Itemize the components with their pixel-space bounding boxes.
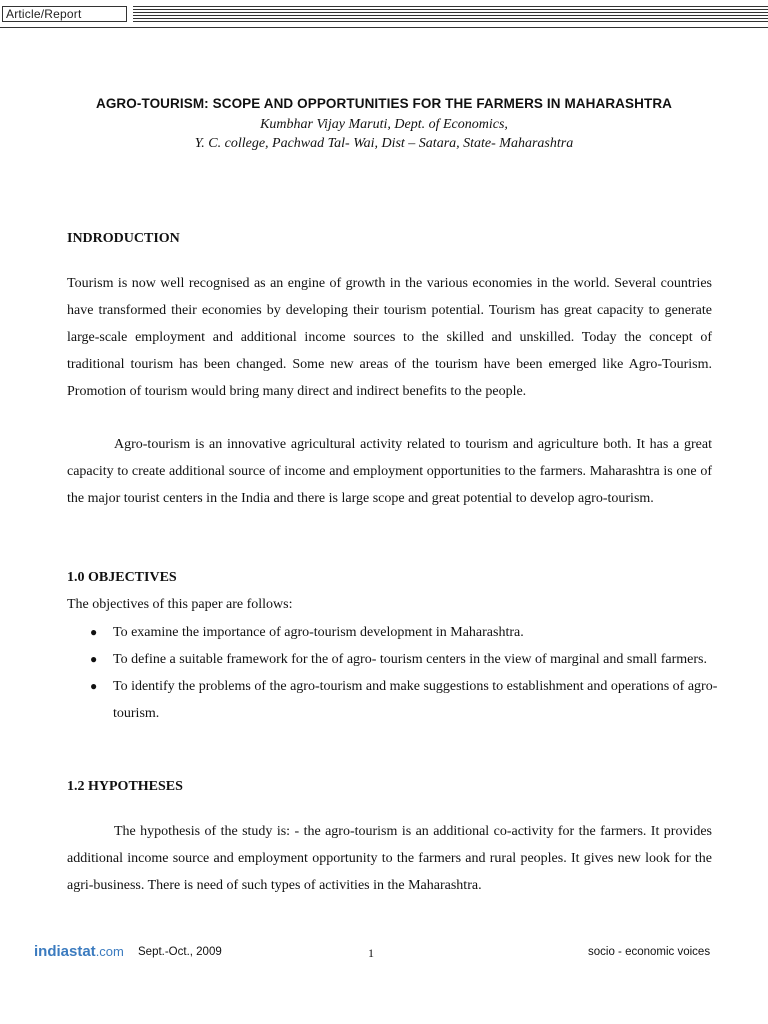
list-item [90,619,720,646]
objective-text: To define a suitable framework for the of agro- tourism centers in the view of marginal and small farmers. [113,652,707,667]
paper-title: AGRO-TOURISM: SCOPE AND OPPORTUNITIES FOR THE FARMERS IN MAHARASHTRA [95,96,673,111]
list-item [90,673,720,727]
introduction-heading: INDRODUCTION [67,231,180,246]
author-line-2: Y. C. college, Pachwad Tal- Wai, Dist – Satara, State- Maharashtra [194,136,574,151]
author-line-1: Kumbhar Vijay Maruti, Dept. of Economics, [260,117,508,132]
header-band [0,0,768,30]
article-report-tag: Article/Report [2,6,127,22]
journal-name: socio - economic voices [588,946,711,958]
page-number: 1 [368,946,374,960]
hypotheses-heading: 1.2 HYPOTHESES [67,779,183,794]
bullet-icon: ● [90,679,98,693]
objectives-intro: The objectives of this paper are follows: [67,597,293,612]
bullet-icon: ● [90,652,98,666]
indiastat-logo[interactable] [34,943,124,960]
objective-text: To examine the importance of agro-tourism development in Maharashtra. [113,625,524,640]
header-rule [0,27,768,28]
bullet-icon: ● [90,625,98,639]
list-item [90,646,720,673]
issue-date: Sept.-Oct., 2009 [138,946,222,958]
brand-suffix: .com [95,944,124,959]
page-footer [0,943,768,967]
header-line-pattern [133,6,768,23]
introduction-paragraph-1: Tourism is now well recognised as an engine of growth in the various economies in the world. Several countries have transformed their economies by developing their tourism potential. Tourism has great capacity to generate large-scale employment and additional income sources to the skilled and unskilled. Today the concept of traditional tourism has been changed. Some new areas of the tourism have been emerged like Agro-Tourism. Promotion of tourism would bring many direct and indirect benefits to the people. [67,276,712,399]
objective-text: To identify the problems of the agro-tourism and make suggestions to establishment and operations of agro-tourism. [113,679,718,721]
objectives-heading: 1.0 OBJECTIVES [67,570,177,585]
objectives-list [90,619,720,727]
brand-name: indiastat [34,943,96,960]
hypotheses-paragraph: The hypothesis of the study is: - the agro-tourism is an additional co-activity for the farmers. It provides additional income source and employment opportunity to the farmers and rural peoples. It gives new look for the agri-business. There is need of such types of activities in the Maharashtra. [67,824,712,893]
introduction-paragraph-2: Agro-tourism is an innovative agricultural activity related to tourism and agriculture both. It has a great capacity to create additional source of income and employment opportunities to the farmers. Maharashtra is one of the major tourist centers in the India and there is large scope and great potential to develop agro-tourism. [67,437,712,506]
